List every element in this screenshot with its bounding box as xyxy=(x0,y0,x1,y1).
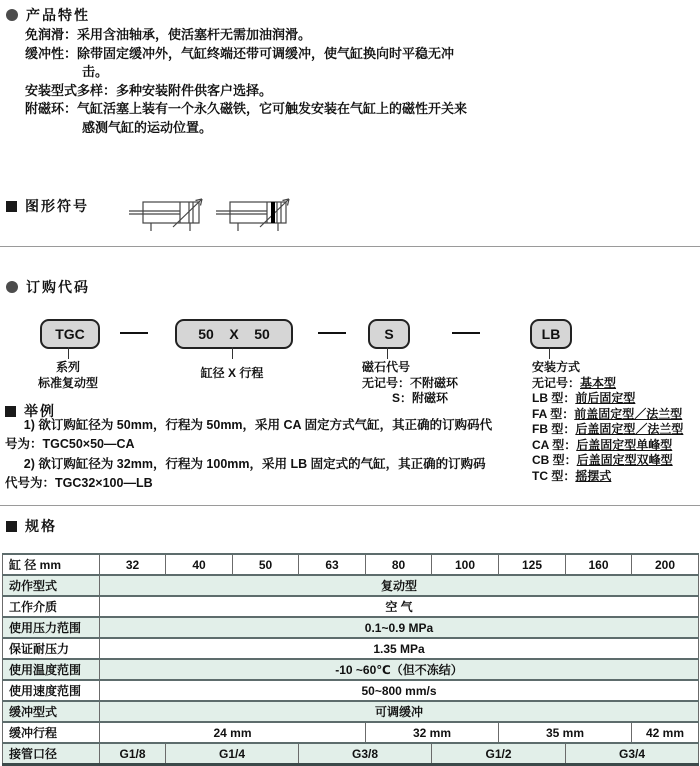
mount-type-code: FA 型： xyxy=(532,406,575,421)
feature-desc: 多种安装附件供客户选择。 xyxy=(116,82,273,98)
examples-title-text: 举例 xyxy=(24,403,56,419)
order-code-title-text: 订购代码 xyxy=(26,279,90,295)
table-cell: G1/4 xyxy=(166,743,299,765)
table-cell: 35 mm xyxy=(499,722,632,743)
bullet-square-icon xyxy=(6,201,17,212)
spec-header-row xyxy=(3,554,699,575)
table-cell: G3/4 xyxy=(566,743,699,765)
mount-type-name: 后盖固定型双峰型 xyxy=(576,453,673,467)
dash-connector xyxy=(120,332,148,334)
table-cell: 工作介质 xyxy=(3,596,100,617)
mount-type-list xyxy=(532,376,697,485)
series-label-line: 标准复动型 xyxy=(37,375,98,390)
example-item: 1) 欲订购缸径为 50mm，行程为 50mm，采用 CA 固定方式气缸，其正确的订购码代号为：TGC50×50—CA xyxy=(5,418,493,451)
mount-type-name: 前盖固定型／法兰型 xyxy=(574,406,683,421)
table-cell: 200 xyxy=(632,554,699,575)
feature-term: 免润滑： xyxy=(25,27,78,42)
magnet-label xyxy=(362,360,492,407)
section-divider xyxy=(0,246,700,247)
table-cell: 42 mm xyxy=(632,722,699,743)
magnet-band xyxy=(271,202,275,223)
mount-type-code: FB 型： xyxy=(532,422,576,436)
table-cell: 缓冲行程 xyxy=(3,722,100,743)
table-cell: 动作型式 xyxy=(3,575,100,596)
series-code-box: TGC xyxy=(40,319,100,349)
connector-line xyxy=(68,347,69,359)
spec-title-text: 规格 xyxy=(25,518,57,534)
mount-type-item xyxy=(532,422,697,438)
spec-row xyxy=(3,575,699,596)
table-cell: 63 xyxy=(299,554,366,575)
table-cell: 缸 径 mm xyxy=(3,554,100,575)
table-cell: -10 ~60℃（但不冻结） xyxy=(100,659,699,680)
mount-type-name: 后盖固定型／法兰型 xyxy=(575,422,684,436)
table-cell: 32 mm xyxy=(366,722,499,743)
graphic-symbols-title-text: 图形符号 xyxy=(25,198,89,214)
feature-item xyxy=(25,45,473,82)
pneumatic-cylinder-magnetic-symbol xyxy=(216,197,302,235)
magnet-label-title: 磁石代号 xyxy=(362,360,411,374)
table-cell: 100 xyxy=(432,554,499,575)
table-cell: 保证耐压力 xyxy=(3,638,100,659)
table-cell: 40 xyxy=(166,554,233,575)
table-cell: 复动型 xyxy=(100,575,699,596)
dash-connector xyxy=(452,332,480,334)
bullet-circle-icon xyxy=(6,281,18,293)
spec-section-title xyxy=(6,516,57,536)
bullet-circle-icon xyxy=(6,9,18,21)
magnet-label-line: S：附磁环 xyxy=(392,391,449,405)
table-cell: 使用压力范围 xyxy=(3,617,100,638)
series-label xyxy=(23,360,113,391)
mount-label xyxy=(532,360,697,484)
mount-type-code: TC 型： xyxy=(532,468,576,483)
feature-item xyxy=(25,100,473,137)
features-title-text: 产品特性 xyxy=(26,7,90,23)
mount-type-item xyxy=(532,376,697,392)
spec-row xyxy=(3,596,699,617)
features-section-title xyxy=(6,5,90,25)
table-cell: 0.1~0.9 MPa xyxy=(100,617,699,638)
spec-row xyxy=(3,743,699,765)
mount-type-name: 摇摆式 xyxy=(575,468,612,483)
series-label-line: 系列 xyxy=(55,360,80,374)
connector-line xyxy=(549,347,550,359)
bullet-square-icon xyxy=(6,521,17,532)
spec-row xyxy=(3,701,699,722)
mount-type-item xyxy=(532,407,697,423)
bullet-square-icon xyxy=(5,406,16,417)
table-cell: 32 xyxy=(100,554,166,575)
feature-desc: 采用含油轴承，使活塞杆无需加油润滑。 xyxy=(77,27,312,42)
table-cell: 使用温度范围 xyxy=(3,659,100,680)
mount-type-name: 后盖固定型单峰型 xyxy=(576,437,673,452)
spec-row xyxy=(3,638,699,659)
mount-type-code: LB 型： xyxy=(532,391,576,405)
graphic-symbols-section-title xyxy=(6,196,89,216)
magnet-code-box: S xyxy=(368,319,410,349)
table-cell: 24 mm xyxy=(100,722,366,743)
bore-stroke-label: 缸径 X 行程 xyxy=(200,366,264,380)
mount-type-item xyxy=(532,469,697,485)
table-cell: 使用速度范围 xyxy=(3,680,100,701)
table-cell: 缓冲型式 xyxy=(3,701,100,722)
feature-desc: 气缸活塞上装有一个永久磁铁，它可触发安装在气缸上的磁性开关来感测气缸的运动位置。 xyxy=(77,101,468,135)
mount-type-code: CB 型： xyxy=(532,453,577,467)
connector-line xyxy=(232,347,233,359)
features-list xyxy=(25,26,473,137)
table-cell: 可调缓冲 xyxy=(100,701,699,722)
mount-type-code: CA 型： xyxy=(532,437,577,452)
spec-row xyxy=(3,680,699,701)
connector-line xyxy=(387,347,388,359)
mount-type-name: 前后固定型 xyxy=(575,391,636,405)
spec-row xyxy=(3,659,699,680)
feature-term: 附磁环： xyxy=(25,101,78,116)
mount-type-code: 无记号： xyxy=(532,375,581,390)
table-cell: 空 气 xyxy=(100,596,699,617)
examples-body xyxy=(5,416,494,494)
table-cell: 1.35 MPa xyxy=(100,638,699,659)
table-cell: 接管口径 xyxy=(3,743,100,765)
mount-type-item xyxy=(532,438,697,454)
mount-label-title: 安装方式 xyxy=(532,360,581,374)
pneumatic-cylinder-symbol xyxy=(129,197,215,235)
table-cell: 160 xyxy=(566,554,632,575)
feature-item xyxy=(25,26,473,45)
table-cell: 80 xyxy=(366,554,432,575)
table-cell: G1/8 xyxy=(100,743,166,765)
feature-item xyxy=(25,82,473,101)
section-divider xyxy=(0,505,700,506)
example-item: 2) 欲订购缸径为 32mm，行程为 100mm，采用 LB 固定式的气缸，其正确的订购码代号为：TGC32×100—LB xyxy=(5,457,486,490)
spec-table xyxy=(2,553,699,766)
table-cell: 125 xyxy=(499,554,566,575)
feature-term: 安装型式多样： xyxy=(25,82,117,98)
magnet-label-line: 无记号：不附磁环 xyxy=(362,375,459,390)
feature-desc: 除带固定缓冲外，气缸终端还带可调缓冲，使气缸换向时平稳无冲击。 xyxy=(77,45,455,79)
bore-stroke-code-box: 50 X 50 xyxy=(175,319,293,349)
table-cell: G3/8 xyxy=(299,743,432,765)
mount-type-item xyxy=(532,453,697,469)
mount-type-name: 基本型 xyxy=(580,375,617,390)
table-cell: 50~800 mm/s xyxy=(100,680,699,701)
order-code-section-title xyxy=(6,277,90,297)
mount-code-box: LB xyxy=(530,319,572,349)
spec-row xyxy=(3,617,699,638)
spec-row xyxy=(3,722,699,743)
table-cell: 50 xyxy=(233,554,299,575)
feature-term: 缓冲性： xyxy=(25,45,78,61)
dash-connector xyxy=(318,332,346,334)
mount-type-item xyxy=(532,391,697,407)
table-cell: G1/2 xyxy=(432,743,566,765)
